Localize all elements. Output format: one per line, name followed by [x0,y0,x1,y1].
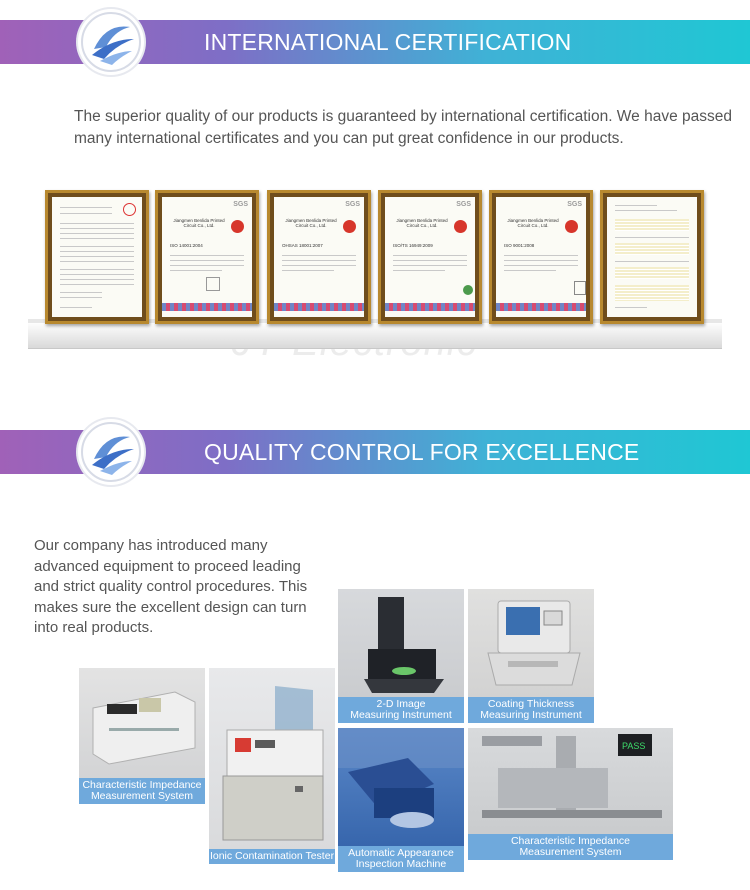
equipment-photo-coating-thickness [468,589,594,723]
company-logo-icon [78,419,144,485]
sgs-badge-icon [231,220,244,233]
certificate-frame-6 [600,190,704,324]
equipment-caption: Coating Thickness Measuring Instrument [468,697,594,723]
certificate-shelf [28,322,722,349]
certificate-company: Jiangmen Benlida Printed Circuit Co., Ltd. [396,218,448,228]
certificate-stripe [162,303,252,311]
sgs-mark: SGS [345,201,360,208]
certificate-company: Jiangmen Benlida Printed Circuit Co., Ltd. [285,218,337,228]
certificate-frame-3 [267,190,371,324]
equipment-caption: 2-D Image Measuring Instrument [338,697,464,723]
section-title-certification: INTERNATIONAL CERTIFICATION [204,29,572,55]
equipment-photo-2d-image [338,589,464,723]
sgs-mark: SGS [567,201,582,208]
certificate-frame-2 [155,190,259,324]
equipment-caption: Ionic Contamination Tester [209,850,335,862]
certificate-frame-1 [45,190,149,324]
certificate-stripe [496,303,586,311]
certificate-company: Jiangmen Benlida Printed Circuit Co., Ltd. [173,218,225,228]
section-title-quality: QUALITY CONTROL FOR EXCELLENCE [204,439,640,465]
equipment-photo-appearance-inspection [338,728,464,872]
equipment-caption: Characteristic Impedance Measurement System [468,834,673,860]
equipment-photo-impedance-right [468,728,673,860]
certificate-code: ISO 14001:2004 [170,243,203,248]
certificate-stripe [274,303,364,311]
sgs-badge-icon [454,220,467,233]
sgs-mark: SGS [456,201,471,208]
certificate-code: ISO 9001:2008 [504,243,535,248]
screen-pass-text: PASS [622,741,646,751]
equipment-caption: Characteristic Impedance Measurement System [79,778,205,804]
company-logo-icon [78,9,144,75]
sgs-badge-icon [565,220,578,233]
equipment-caption: Automatic Appearance Inspection Machine [338,846,464,872]
sgs-badge-icon [343,220,356,233]
certificate-company: Jiangmen Benlida Printed Circuit Co., Ltd. [507,218,559,228]
certificate-stripe [385,303,475,311]
equipment-photo-impedance-left [79,668,205,804]
certificate-code: ISO/TS 16949:2009 [393,243,433,248]
equipment-photo-ionic-tester [209,668,335,864]
certificate-frame-4 [378,190,482,324]
certification-paragraph: The superior quality of our products is guaranteed by international certification. We have passed many international certificates and you can put great confidence in our products. [74,108,732,147]
quality-paragraph: Our company has introduced many advanced equipment to proceed leading and strict quality control procedures. This makes sure the excellent design can turn into real products. [34,537,308,636]
sgs-mark: SGS [233,201,248,208]
certificate-code: OHSAS 18001:2007 [282,243,323,248]
certificate-frame-5 [489,190,593,324]
